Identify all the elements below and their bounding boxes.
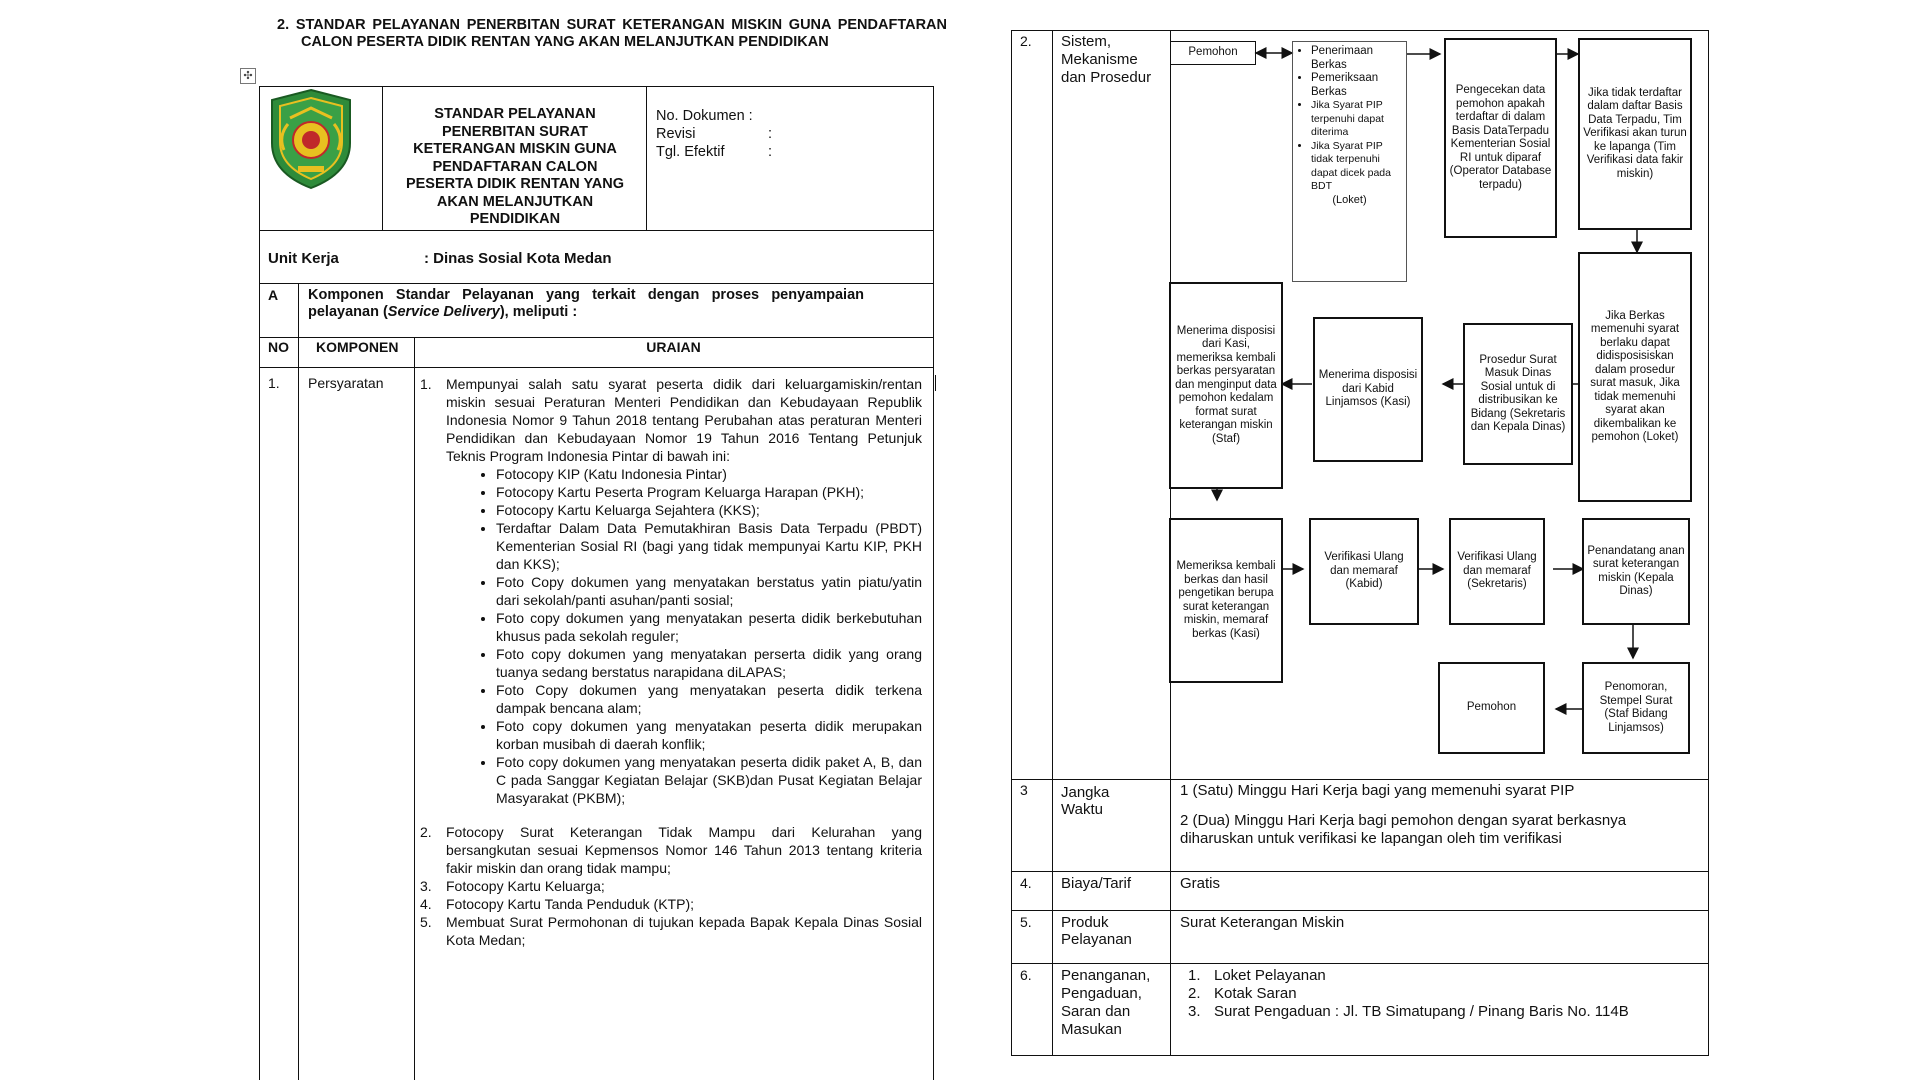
flow-penerimaan-item: • Pemeriksaan Berkas [1311, 72, 1404, 99]
req-bullet-list [478, 465, 922, 807]
flow-box-penandatangan [1582, 518, 1690, 625]
flow-penerimaan-loket: (Loket) [1332, 193, 1367, 206]
req-bullet: • Foto copy dokumen yang menyatakan peserta didik berkebutuhan khusus pada sekolah reguler; [496, 609, 922, 645]
revisi-colon: : [768, 126, 773, 142]
unit-kerja-label: Unit Kerja [268, 250, 339, 267]
flow-tidak-terdaftar-text: Jika tidak terdaftar dalam daftar Basis Data Terpadu, Tim Verifikasi akan turun ke lapanga (Tim Verifikasi data fakir miskin) [1583, 86, 1687, 180]
flow-verif-sekretaris-text: Verifikasi Ulang dan memaraf (Sekretaris) [1457, 551, 1537, 591]
req-item-5-text: Membuat Surat Permohonan di tujukan kepada Bapak Kepala Dinas Sosial Kota Medan; [446, 914, 922, 948]
sistem-no: 2. [1020, 33, 1032, 49]
penanganan-label: Penanganan, Pengaduan, Saran dan Masukan [1061, 967, 1151, 1038]
col-header-uraian: URAIAN [646, 339, 701, 355]
penanganan-no: 6. [1020, 967, 1032, 983]
header-doc-title-text: STANDAR PELAYANAN PENERBITAN SURAT KETERANGAN MISKIN GUNA PENDAFTARAN CALON PESERTA DIDIK RENTAN YANG AKAN MELANJUTKAN PENDIDIKAN [405, 106, 625, 227]
flow-penerimaan-list [1295, 45, 1404, 194]
section-a-letter: A [268, 287, 279, 303]
no-dokumen-label: No. Dokumen : [656, 108, 753, 124]
section-a-text [308, 287, 864, 321]
flow-box-disposisi-kasi [1169, 282, 1283, 489]
req-item-2-text: Fotocopy Surat Keterangan Tidak Mampu dari Kelurahan yang bersangkutan sesuai Kepmensos Nomor 146 Tahun 2013 tentang kriteria fakir miskin dan orang tidak mampu; [446, 824, 922, 876]
req-item-4: 4. Fotocopy Kartu Tanda Penduduk (KTP); [420, 896, 694, 912]
produk-label: Produk Pelayanan [1061, 914, 1132, 948]
flow-prosedur-surat-text: Prosedur Surat Masuk Dinas Sosial untuk di distribusikan ke Bidang (Sekretaris dan Kepala Dinas) [1470, 353, 1566, 433]
req-item-1-text: Mempunyai salah satu syarat peserta didik dari keluargamiskin/rentan miskin sesuai Peraturan Menteri Pendidikan dan Kebudayaan Republik Indonesia Nomor 9 Tahun 2018 tentang Perubahan atas peraturan Menteri Pendidikan dan Kebudayaan Nomor 19 Tahun 2016 Tentang Petunjuk Teknis Program Indonesia Pintar di bawah ini: [446, 376, 922, 464]
req-bullet: • Foto copy dokumen yang menyatakan peserta didik merupakan korban musibah di daerah konflik; [496, 717, 922, 753]
req-bullet: • Terdaftar Dalam Data Pemutakhiran Basis Data Terpadu (PBDT) Kementerian Sosial RI (bagi yang tidak mempunyai Kartu KIP, PKH dan KKS); [496, 519, 922, 573]
biaya-value: Gratis [1180, 875, 1221, 892]
flow-penerimaan-item: • Penerimaan Berkas [1311, 45, 1404, 72]
jangka-no: 3 [1020, 782, 1028, 798]
req-bullet: • Foto Copy dokumen yang menyatakan peserta didik terkena dampak bencana alam; [496, 681, 922, 717]
req-bullet: • Fotocopy Kartu Keluarga Sejahtera (KKS); [496, 501, 922, 519]
req-bullet: • Foto copy dokumen yang menyatakan peserta didik paket A, B, dan C pada Sanggar Kegiatan Belajar (SKB)dan Pusat Kegiatan Belajar Masyarakat (PKBM); [496, 753, 922, 807]
unit-kerja-row [268, 250, 928, 267]
penanganan-item: 1. Loket Pelayanan [1188, 967, 1326, 984]
flow-pemohon-start-text: Pemohon [1188, 46, 1238, 58]
col-header-no: NO [268, 339, 289, 355]
col-header-komponen: KOMPONEN [316, 339, 399, 355]
flow-penomoran-text: Penomoran, Stempel Surat (Staf Bidang Linjamsos) [1599, 681, 1673, 734]
sistem-label: Sistem, Mekanisme dan Prosedur [1061, 33, 1152, 86]
penanganan-list [1188, 967, 1703, 1021]
penanganan-item: 3. Surat Pengaduan : Jl. TB Simatupang / Pinang Baris No. 114B [1188, 1003, 1629, 1020]
flow-penerimaan-item: • Jika Syarat PIP terpenuhi dapat diterima [1311, 99, 1404, 140]
jangka-label: Jangka Waktu [1061, 784, 1110, 818]
flow-box-prosedur-surat [1463, 323, 1573, 465]
flow-box-verif-kabid [1309, 518, 1419, 625]
jangka-content [1180, 782, 1700, 848]
biaya-no: 4. [1020, 875, 1032, 891]
persyaratan-no: 1. [268, 375, 280, 391]
section-a-text-2: ), meliputi : [499, 304, 578, 320]
req-bullet: • Fotocopy KIP (Katu Indonesia Pintar) [496, 465, 922, 483]
flow-box-jika-berkas [1578, 252, 1692, 502]
produk-value: Surat Keterangan Miskin [1180, 914, 1345, 931]
flow-penerimaan-item: • Jika Syarat PIP tidak terpenuhi dapat dicek pada BDT [1311, 140, 1404, 194]
flow-box-pemohon-end [1438, 662, 1545, 754]
section-a-text-italic: Service Delivery [387, 304, 500, 320]
penanganan-item: 2. Kotak Saran [1188, 985, 1297, 1002]
req-bullet: • Fotocopy Kartu Peserta Program Keluarga Harapan (PKH); [496, 483, 922, 501]
req-item-1: 1. Mempunyai salah satu syarat peserta didik dari keluargamiskin/rentan miskin sesuai Peraturan Menteri Pendidikan dan Kebudayaan Republik Indonesia Nomor 9 Tahun 2018 tentang Perubahan atas peraturan Menteri Pendidikan dan Kebudayaan Nomor 19 Tahun 2016 Tentang Petunjuk Teknis Program Indonesia Pintar di bawah ini: • Fotocopy KIP (Katu Indonesia Pintar) • Fotocopy Kartu Peserta Program Keluarga Harapan (PKH); • Fotocopy Kartu Keluarga Sejahtera (KKS); • Terdaftar Dalam Data Pemutakhiran Basis Data Terpadu (PBDT) Kementerian Sosial RI (bagi yang tidak mempunyai Kartu KIP, PKH dan KKS); • Foto Copy dokumen yang menyatakan berstatus yatin piatu/yatin dari sekolah/panti asuhan/panti sosial; • Foto copy dokumen yang menyatakan peserta didik berkebutuhan khusus pada sekolah reguler; • Foto copy dokumen yang menyatakan perserta didik yang orang tuanya sedang berstatus narapidana diLAPAS; • Foto Copy dokumen yang menyatakan peserta didik terkena dampak bencana alam; • Foto copy dokumen yang menyatakan peserta didik merupakan korban musibah di daerah konflik; • Foto copy dokumen yang menyatakan peserta didik paket A, B, dan C pada Sanggar Kegiatan Belajar (SKB)dan Pusat Kegiatan Belajar Masyarakat (PKBM); [420, 375, 922, 807]
tgl-efektif-colon: : [768, 144, 773, 160]
flow-jika-berkas-text: Jika Berkas memenuhi syarat berlaku dapat didisposisiskan dalam prosedur surat masuk, Jika tidak memenuhi syarat akan dikembalikan ke pemohon (Loket) [1590, 309, 1680, 443]
penanganan-item-text: Kotak Saran [1214, 985, 1297, 1002]
flow-box-disposisi-kabid [1313, 317, 1423, 462]
header-meta [656, 107, 926, 161]
req-item-4-text: Fotocopy Kartu Tanda Penduduk (KTP); [446, 896, 694, 912]
biaya-label: Biaya/Tarif [1061, 875, 1132, 892]
table-move-handle[interactable]: ✣ [240, 68, 256, 84]
persyaratan-content [420, 375, 922, 949]
flow-box-memeriksa-kembali [1169, 518, 1283, 683]
produk-no: 5. [1020, 914, 1032, 930]
flow-box-penerimaan [1292, 41, 1407, 282]
flow-disposisi-kasi-text: Menerima disposisi dari Kasi, memeriksa kembali berkas persyaratan dan menginput data pemohon kedalam format surat keterangan miskin (Staf) [1175, 324, 1277, 445]
flow-verif-kabid-text: Verifikasi Ulang dan memaraf (Kabid) [1324, 551, 1404, 591]
req-bullet: • Foto Copy dokumen yang menyatakan berstatus yatin piatu/yatin dari sekolah/panti asuhan/panti sosial; [496, 573, 922, 609]
req-item-2: 2. Fotocopy Surat Keterangan Tidak Mampu dari Kelurahan yang bersangkutan sesuai Kepmensos Nomor 146 Tahun 2013 tentang kriteria fakir miskin dan orang tidak mampu; [420, 824, 922, 876]
req-item-5: 5. Membuat Surat Permohonan di tujukan kepada Bapak Kepala Dinas Sosial Kota Medan; [420, 914, 922, 948]
header-doc-title [400, 106, 630, 229]
persyaratan-label: Persyaratan [308, 375, 384, 391]
medan-city-logo [268, 88, 354, 190]
flow-box-penomoran [1582, 662, 1690, 754]
flow-penandatangan-text: Penandatang anan surat keterangan miskin (Kepala Dinas) [1587, 544, 1685, 597]
revisi-label: Revisi [656, 126, 696, 142]
penanganan-item-text: Loket Pelayanan [1214, 967, 1326, 984]
jangka-line-2: 2 (Dua) Minggu Hari Kerja bagi pemohon dengan syarat berkasnya diharuskan untuk verifikasi ke lapangan oleh tim verifikasi [1180, 812, 1627, 847]
flow-box-tidak-terdaftar [1578, 38, 1692, 230]
penanganan-item-text: Surat Pengaduan : Jl. TB Simatupang / Pinang Baris No. 114B [1214, 1003, 1629, 1020]
flow-disposisi-kabid-text: Menerima disposisi dari Kabid Linjamsos (Kasi) [1318, 369, 1418, 409]
flow-box-pengecekan [1444, 38, 1557, 238]
flow-box-pemohon-start [1170, 41, 1256, 65]
flow-pemohon-end-text: Pemohon [1466, 701, 1517, 714]
req-bullet: • Foto copy dokumen yang menyatakan perserta didik yang orang tuanya sedang berstatus narapidana diLAPAS; [496, 645, 922, 681]
req-item-3-text: Fotocopy Kartu Keluarga; [446, 878, 605, 894]
section-a-text-1: Komponen Standar Pelayanan yang terkait dengan proses penyampaian pelayanan ( [308, 287, 864, 320]
jangka-line-1: 1 (Satu) Minggu Hari Kerja bagi yang memenuhi syarat PIP [1180, 782, 1575, 799]
flow-box-verif-sekretaris [1449, 518, 1545, 625]
tgl-efektif-label: Tgl. Efektif [656, 144, 725, 160]
section-heading-text: 2. STANDAR PELAYANAN PENERBITAN SURAT KETERANGAN MISKIN GUNA PENDAFTARAN CALON PESERTA DIDIK RENTAN YANG AKAN MELANJUTKAN PENDIDIKAN [277, 17, 947, 50]
req-item-3: 3. Fotocopy Kartu Keluarga; [420, 878, 605, 894]
flow-pengecekan-text: Pengecekan data pemohon apakah terdaftar di dalam Basis DataTerpadu Kementerian Sosial RI untuk diparaf (Operator Database terpadu) [1449, 84, 1552, 191]
flow-memeriksa-kembali-text: Memeriksa kembali berkas dan hasil pengetikan berupa surat keterangan miskin, memaraf berkas (Kasi) [1176, 560, 1276, 640]
unit-kerja-value: : Dinas Sosial Kota Medan [424, 250, 612, 267]
section-heading [277, 17, 947, 51]
